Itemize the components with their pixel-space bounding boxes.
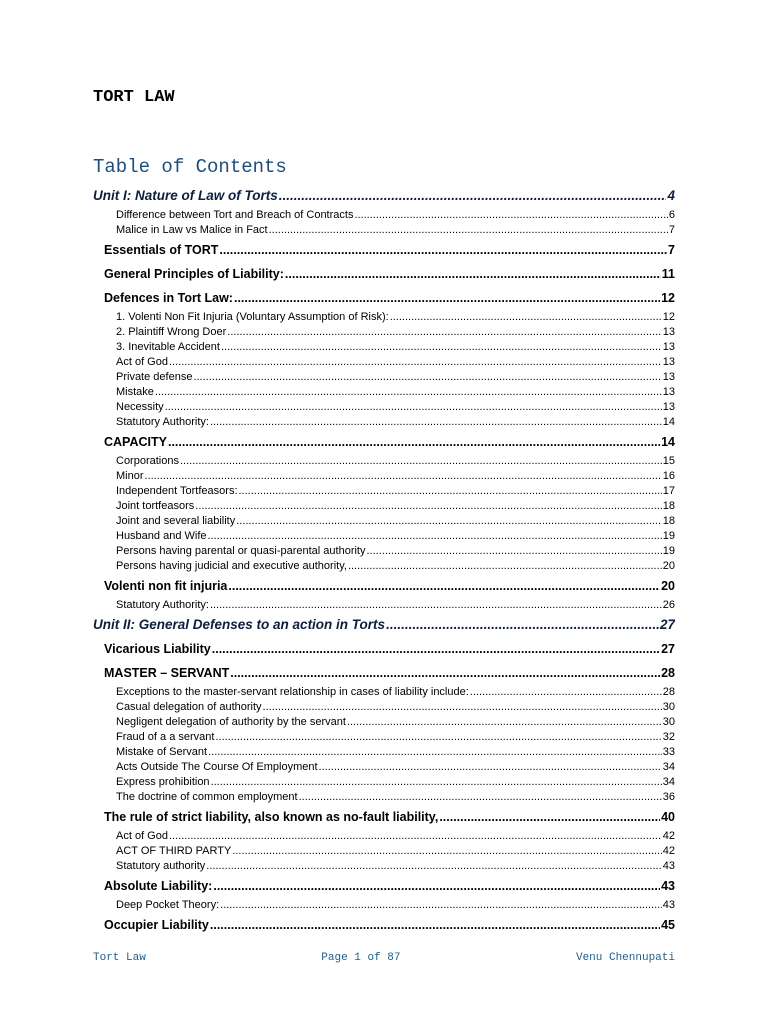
toc-entry[interactable] xyxy=(93,370,675,385)
toc-dot-leader xyxy=(234,291,660,305)
toc-entry-label: Unit I: Nature of Law of Torts xyxy=(93,188,278,203)
toc-entry-page: 43 xyxy=(662,899,675,911)
toc-entry-page: 18 xyxy=(662,515,675,527)
toc-entry-label: Essentials of TORT xyxy=(104,243,219,257)
toc-dot-leader xyxy=(210,415,662,430)
toc-dot-leader xyxy=(227,325,661,340)
table-of-contents xyxy=(93,188,675,937)
toc-entry[interactable] xyxy=(93,325,675,340)
toc-entry-label: Necessity xyxy=(116,401,164,413)
toc-dot-leader xyxy=(221,340,662,355)
toc-entry-page: 20 xyxy=(662,560,675,572)
toc-dot-leader xyxy=(230,666,660,680)
toc-entry-page: 13 xyxy=(662,356,675,368)
toc-dot-leader xyxy=(155,385,662,400)
toc-entry[interactable] xyxy=(93,844,675,859)
toc-entry-page: 13 xyxy=(662,386,675,398)
toc-dot-leader xyxy=(213,879,660,893)
toc-entry-label: Unit II: General Defenses to an action in Torts xyxy=(93,617,386,632)
toc-entry-page: 28 xyxy=(661,666,675,680)
toc-entry-label: Deep Pocket Theory: xyxy=(116,899,220,911)
toc-dot-leader xyxy=(169,355,662,370)
toc-entry-page: 42 xyxy=(662,830,675,842)
toc-entry-label: Negligent delegation of authority by the servant xyxy=(116,716,346,728)
toc-entry-page: 11 xyxy=(661,267,675,281)
toc-dot-leader xyxy=(206,859,661,874)
toc-entry-label: The rule of strict liability, also known as no-fault liability, xyxy=(104,810,439,824)
toc-entry-page: 13 xyxy=(662,401,675,413)
toc-entry-page: 45 xyxy=(661,918,675,932)
toc-dot-leader xyxy=(165,400,662,415)
toc-entry-page: 30 xyxy=(662,716,675,728)
toc-entry[interactable] xyxy=(93,208,675,223)
toc-entry-page: 6 xyxy=(668,209,675,221)
toc-entry-label: Mistake xyxy=(116,386,154,398)
toc-dot-leader xyxy=(439,810,660,824)
toc-dot-leader xyxy=(285,267,661,281)
toc-entry-page: 12 xyxy=(662,311,675,323)
toc-entry[interactable] xyxy=(93,829,675,844)
toc-entry-label: Persons having judicial and executive authority, xyxy=(116,560,347,572)
toc-entry-page: 34 xyxy=(662,776,675,788)
toc-entry-label: The doctrine of common employment xyxy=(116,791,298,803)
toc-dot-leader xyxy=(195,499,661,514)
toc-entry-label: Acts Outside The Course Of Employment xyxy=(116,761,318,773)
toc-entry-label: Malice in Law vs Malice in Fact xyxy=(116,224,268,236)
toc-entry-page: 7 xyxy=(668,224,675,236)
toc-entry[interactable] xyxy=(93,879,675,898)
toc-dot-leader xyxy=(239,484,662,499)
toc-entry-page: 30 xyxy=(662,701,675,713)
toc-entry-label: Statutory Authority: xyxy=(116,599,209,611)
toc-dot-leader xyxy=(347,715,662,730)
toc-dot-leader xyxy=(299,790,662,805)
toc-entry-page: 13 xyxy=(662,341,675,353)
toc-entry[interactable] xyxy=(93,579,675,598)
toc-entry-label: Fraud of a a servant xyxy=(116,731,215,743)
toc-dot-leader xyxy=(269,223,668,238)
toc-entry-label: Absolute Liability: xyxy=(104,879,213,893)
toc-entry[interactable] xyxy=(93,685,675,700)
toc-dot-leader xyxy=(193,370,661,385)
toc-entry[interactable] xyxy=(93,918,675,937)
toc-dot-leader xyxy=(232,844,661,859)
footer-left: Tort Law xyxy=(93,952,146,964)
toc-entry-label: MASTER – SERVANT xyxy=(104,666,230,680)
toc-entry-label: Occupier Liability xyxy=(104,918,209,932)
toc-entry-page: 28 xyxy=(662,686,675,698)
toc-entry-label: Express prohibition xyxy=(116,776,210,788)
toc-entry-label: Minor xyxy=(116,470,144,482)
toc-entry[interactable] xyxy=(93,760,675,775)
toc-entry-label: Independent Tortfeasors: xyxy=(116,485,238,497)
toc-dot-leader xyxy=(210,918,660,932)
toc-entry-page: 7 xyxy=(668,243,675,257)
toc-entry[interactable] xyxy=(93,617,675,637)
toc-entry-label: Husband and Wife xyxy=(116,530,207,542)
toc-entry[interactable] xyxy=(93,559,675,574)
footer-author: Venu Chennupati xyxy=(575,952,675,964)
toc-entry[interactable] xyxy=(93,267,675,286)
toc-entry[interactable] xyxy=(93,810,675,829)
toc-entry-label: Joint and several liability xyxy=(116,515,236,527)
toc-entry-page: 36 xyxy=(662,791,675,803)
toc-entry-label: Mistake of Servant xyxy=(116,746,208,758)
toc-entry[interactable] xyxy=(93,469,675,484)
toc-entry[interactable] xyxy=(93,529,675,544)
toc-entry-page: 14 xyxy=(662,416,675,428)
toc-dot-leader xyxy=(366,544,661,559)
toc-entry-page: 17 xyxy=(662,485,675,497)
toc-entry-label: Vicarious Liability xyxy=(104,642,211,656)
toc-entry[interactable] xyxy=(93,775,675,790)
document-title: TORT LAW xyxy=(93,88,175,107)
toc-dot-leader xyxy=(212,642,660,656)
toc-entry[interactable] xyxy=(93,544,675,559)
toc-entry[interactable] xyxy=(93,243,675,262)
toc-dot-leader xyxy=(386,617,659,632)
toc-dot-leader xyxy=(215,730,661,745)
toc-entry-label: Statutory authority xyxy=(116,860,206,872)
toc-entry[interactable] xyxy=(93,898,675,913)
toc-dot-leader xyxy=(354,208,667,223)
toc-entry[interactable] xyxy=(93,188,675,208)
toc-entry-page: 43 xyxy=(661,879,675,893)
toc-dot-leader xyxy=(180,454,662,469)
toc-entry-page: 26 xyxy=(662,599,675,611)
toc-entry-label: General Principles of Liability: xyxy=(104,267,284,281)
toc-dot-leader xyxy=(145,469,662,484)
toc-entry[interactable] xyxy=(93,499,675,514)
toc-entry-page: 19 xyxy=(662,545,675,557)
toc-entry-page: 13 xyxy=(662,326,675,338)
toc-entry-page: 19 xyxy=(662,530,675,542)
toc-entry-page: 32 xyxy=(662,731,675,743)
toc-entry-label: ACT OF THIRD PARTY xyxy=(116,845,232,857)
toc-entry[interactable] xyxy=(93,223,675,238)
toc-entry[interactable] xyxy=(93,340,675,355)
toc-entry-label: CAPACITY xyxy=(104,435,167,449)
toc-entry[interactable] xyxy=(93,291,675,310)
toc-entry-page: 12 xyxy=(661,291,675,305)
toc-entry-label: Persons having parental or quasi-parental authority xyxy=(116,545,366,557)
toc-entry-page: 43 xyxy=(662,860,675,872)
toc-dot-leader xyxy=(470,685,662,700)
toc-dot-leader xyxy=(348,559,662,574)
toc-entry-page: 16 xyxy=(662,470,675,482)
toc-entry-label: Corporations xyxy=(116,455,179,467)
toc-entry-label: 1. Volenti Non Fit Injuria (Voluntary Assumption of Risk): xyxy=(116,311,389,323)
toc-entry-label: Private defense xyxy=(116,371,193,383)
toc-entry-page: 27 xyxy=(659,617,675,632)
toc-entry[interactable] xyxy=(93,666,675,685)
toc-entry-label: Act of God xyxy=(116,356,168,368)
toc-entry-label: Casual delegation of authority xyxy=(116,701,262,713)
toc-entry-page: 13 xyxy=(662,371,675,383)
toc-entry-page: 15 xyxy=(662,455,675,467)
toc-entry[interactable] xyxy=(93,435,675,454)
toc-dot-leader xyxy=(208,529,662,544)
toc-dot-leader xyxy=(208,745,662,760)
toc-dot-leader xyxy=(228,579,660,593)
toc-entry[interactable] xyxy=(93,415,675,430)
toc-entry-label: Statutory Authority: xyxy=(116,416,209,428)
toc-entry-label: Exceptions to the master-servant relationship in cases of liability include: xyxy=(116,686,469,698)
toc-entry-label: Defences in Tort Law: xyxy=(104,291,233,305)
toc-dot-leader xyxy=(210,598,662,613)
toc-entry[interactable] xyxy=(93,715,675,730)
toc-entry-page: 14 xyxy=(661,435,675,449)
footer-page-number: Page 1 of 87 xyxy=(321,952,401,964)
toc-entry-page: 20 xyxy=(661,579,675,593)
toc-entry-page: 18 xyxy=(662,500,675,512)
toc-entry[interactable] xyxy=(93,454,675,469)
toc-entry-page: 4 xyxy=(667,188,675,203)
toc-entry[interactable] xyxy=(93,514,675,529)
toc-dot-leader xyxy=(219,243,667,257)
toc-heading: Table of Contents xyxy=(93,156,287,178)
toc-entry-label: Act of God xyxy=(116,830,168,842)
toc-entry-label: 2. Plaintiff Wrong Doer xyxy=(116,326,227,338)
toc-entry[interactable] xyxy=(93,730,675,745)
toc-entry[interactable] xyxy=(93,385,675,400)
toc-entry[interactable] xyxy=(93,700,675,715)
toc-entry-page: 27 xyxy=(661,642,675,656)
toc-entry[interactable] xyxy=(93,484,675,499)
toc-dot-leader xyxy=(390,310,662,325)
toc-entry-label: 3. Inevitable Accident xyxy=(116,341,220,353)
toc-dot-leader xyxy=(169,829,662,844)
toc-dot-leader xyxy=(236,514,662,529)
toc-dot-leader xyxy=(168,435,660,449)
toc-dot-leader xyxy=(211,775,662,790)
toc-entry[interactable] xyxy=(93,642,675,661)
toc-entry-label: Joint tortfeasors xyxy=(116,500,195,512)
toc-entry-page: 33 xyxy=(662,746,675,758)
toc-entry[interactable] xyxy=(93,859,675,874)
toc-entry[interactable] xyxy=(93,400,675,415)
toc-entry-label: Difference between Tort and Breach of Contracts xyxy=(116,209,354,221)
toc-entry[interactable] xyxy=(93,355,675,370)
toc-entry[interactable] xyxy=(93,790,675,805)
toc-dot-leader xyxy=(319,760,662,775)
toc-entry[interactable] xyxy=(93,310,675,325)
toc-entry-label: Volenti non fit injuria xyxy=(104,579,228,593)
toc-entry-page: 42 xyxy=(662,845,675,857)
page-footer xyxy=(93,952,675,964)
toc-dot-leader xyxy=(220,898,662,913)
document-page xyxy=(93,0,675,1024)
toc-entry[interactable] xyxy=(93,598,675,613)
toc-dot-leader xyxy=(263,700,662,715)
toc-entry[interactable] xyxy=(93,745,675,760)
toc-entry-page: 34 xyxy=(662,761,675,773)
toc-dot-leader xyxy=(279,188,667,203)
toc-entry-page: 40 xyxy=(661,810,675,824)
